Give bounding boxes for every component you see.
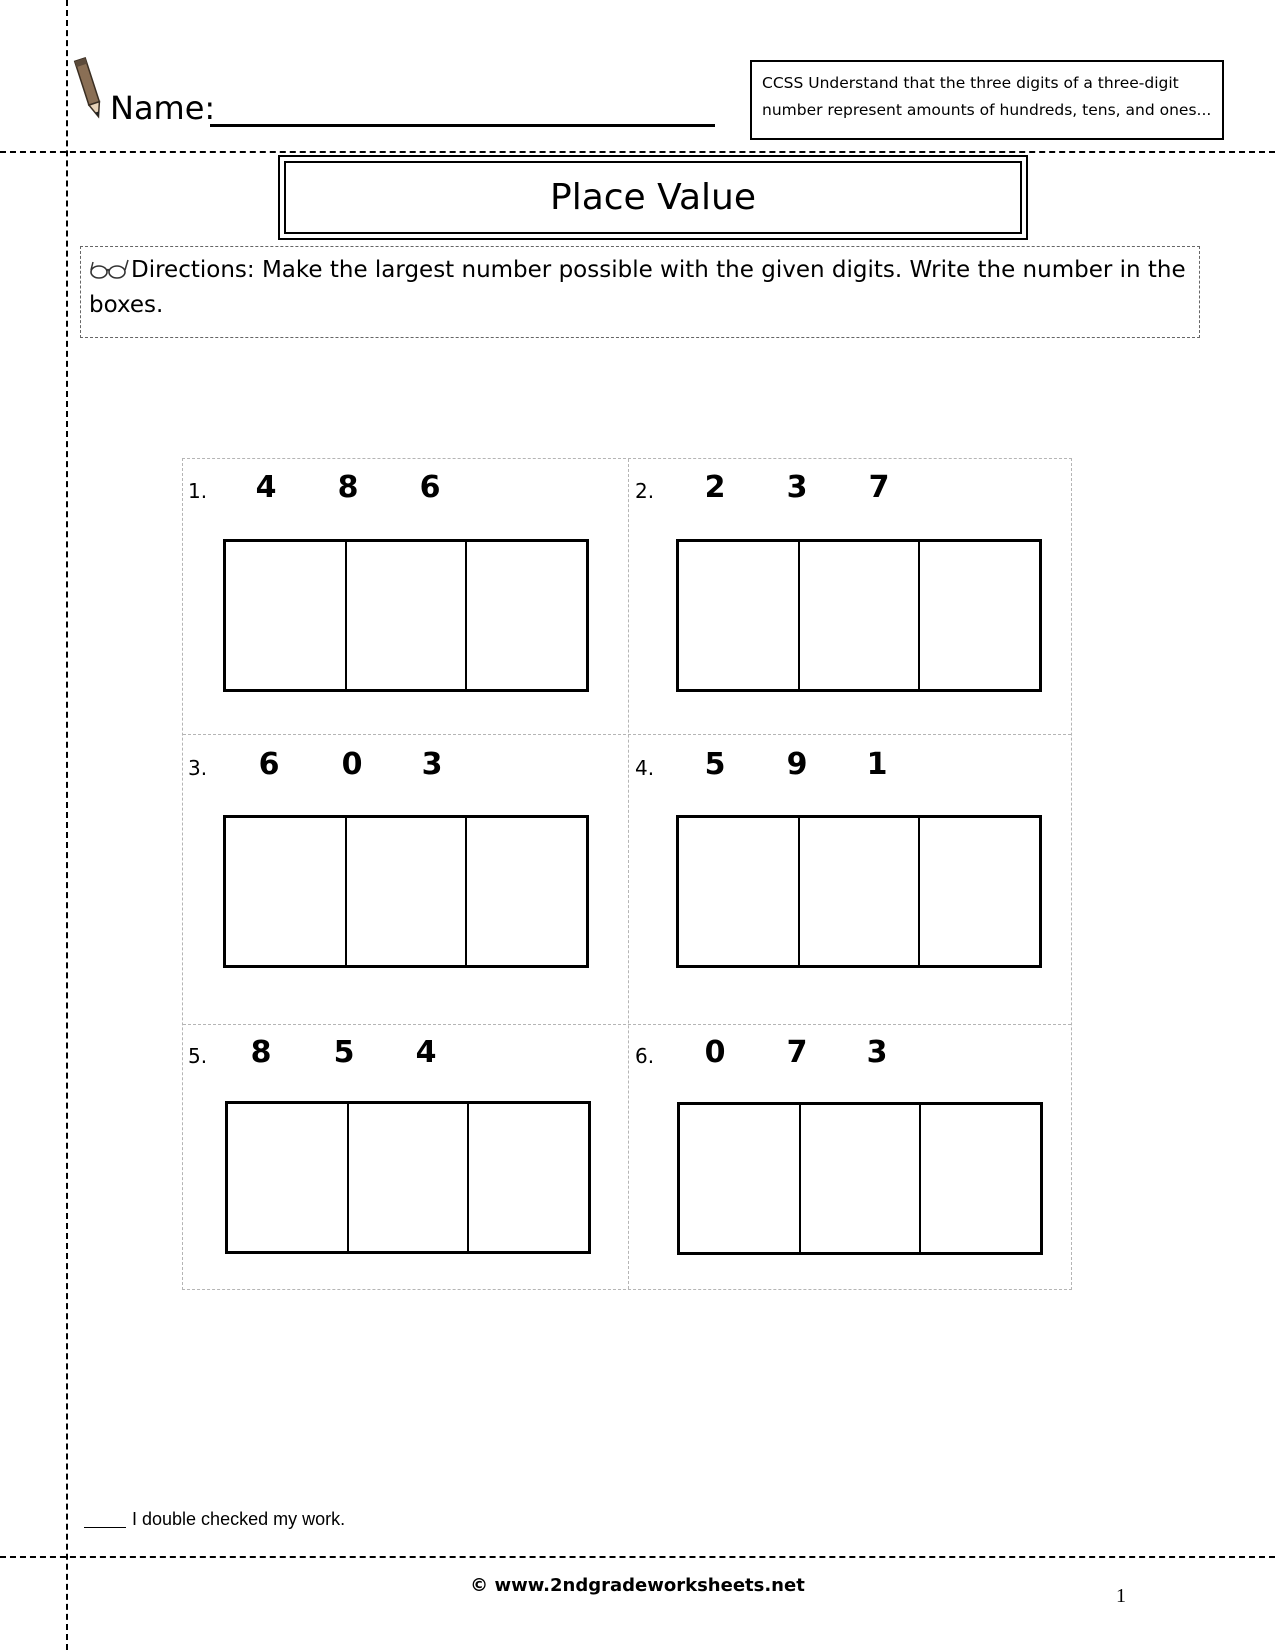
- given-digit: 1: [866, 747, 888, 782]
- given-digit: 5: [704, 747, 726, 782]
- problem-5: [183, 1024, 628, 1289]
- title-frame: [278, 155, 1028, 240]
- ones-box[interactable]: [920, 542, 1039, 689]
- ones-box[interactable]: [467, 818, 586, 965]
- footer-divider-line: [0, 1556, 1275, 1558]
- self-check-line[interactable]: [84, 1527, 126, 1528]
- given-digit: 8: [250, 1035, 272, 1070]
- tens-box[interactable]: [800, 818, 921, 965]
- problems-grid: [182, 458, 1072, 1290]
- problem-number: 6.: [635, 1044, 655, 1068]
- given-digit: 0: [341, 747, 363, 782]
- given-digit: 3: [866, 1035, 888, 1070]
- hundreds-box[interactable]: [679, 818, 800, 965]
- problem-number: 2.: [635, 479, 655, 503]
- name-input-line[interactable]: [210, 124, 715, 127]
- page-number: 1: [1116, 1585, 1126, 1607]
- ccss-standard-box: [750, 60, 1224, 140]
- given-digit: 7: [786, 1035, 808, 1070]
- given-digit: 3: [421, 747, 443, 782]
- answer-boxes: [676, 815, 1042, 968]
- self-check-text: I double checked my work.: [132, 1509, 346, 1529]
- problem-number: 3.: [188, 756, 208, 780]
- answer-boxes: [676, 539, 1042, 692]
- website-credit: © www.2ndgradeworksheets.net: [470, 1575, 805, 1596]
- directions-text: Directions: Make the largest number possible with the given digits. Write the number in the boxes.: [89, 257, 1186, 318]
- hundreds-box[interactable]: [226, 542, 347, 689]
- name-label: Name:: [110, 89, 216, 127]
- tens-box[interactable]: [349, 1104, 470, 1251]
- hundreds-box[interactable]: [680, 1105, 801, 1252]
- margin-vertical-line: [66, 0, 68, 1650]
- directions-box: [80, 246, 1200, 338]
- ones-box[interactable]: [469, 1104, 588, 1251]
- given-digit: 2: [704, 470, 726, 505]
- given-digit: 7: [868, 470, 890, 505]
- hundreds-box[interactable]: [228, 1104, 349, 1251]
- given-digit: 9: [786, 747, 808, 782]
- problem-3: [183, 734, 628, 1024]
- self-check: [84, 1509, 345, 1530]
- given-digit: 3: [786, 470, 808, 505]
- problem-6: [628, 1024, 1073, 1289]
- tens-box[interactable]: [347, 818, 468, 965]
- ones-box[interactable]: [467, 542, 586, 689]
- problem-number: 5.: [188, 1044, 208, 1068]
- given-digit: 5: [333, 1035, 355, 1070]
- answer-boxes: [223, 815, 589, 968]
- ones-box[interactable]: [920, 818, 1039, 965]
- given-digit: 4: [255, 470, 277, 505]
- hundreds-box[interactable]: [226, 818, 347, 965]
- problem-4: [628, 734, 1073, 1024]
- problem-number: 4.: [635, 756, 655, 780]
- ccss-text: CCSS Understand that the three digits of a three-digit number represent amounts of hundreds, tens, and ones...: [762, 74, 1212, 119]
- answer-boxes: [223, 539, 589, 692]
- hundreds-box[interactable]: [679, 542, 800, 689]
- given-digit: 6: [419, 470, 441, 505]
- tens-box[interactable]: [347, 542, 468, 689]
- pencil-icon: [72, 54, 108, 124]
- answer-boxes: [677, 1102, 1043, 1255]
- problem-1: [183, 459, 628, 734]
- ones-box[interactable]: [921, 1105, 1040, 1252]
- answer-boxes: [225, 1101, 591, 1254]
- problem-2: [628, 459, 1073, 734]
- given-digit: 4: [415, 1035, 437, 1070]
- tens-box[interactable]: [801, 1105, 922, 1252]
- given-digit: 6: [258, 747, 280, 782]
- glasses-icon: [89, 258, 129, 280]
- page-title: Place Value: [284, 161, 1022, 234]
- given-digit: 0: [704, 1035, 726, 1070]
- given-digit: 8: [337, 470, 359, 505]
- header-divider-line: [0, 151, 1275, 153]
- tens-box[interactable]: [800, 542, 921, 689]
- problem-number: 1.: [188, 479, 208, 503]
